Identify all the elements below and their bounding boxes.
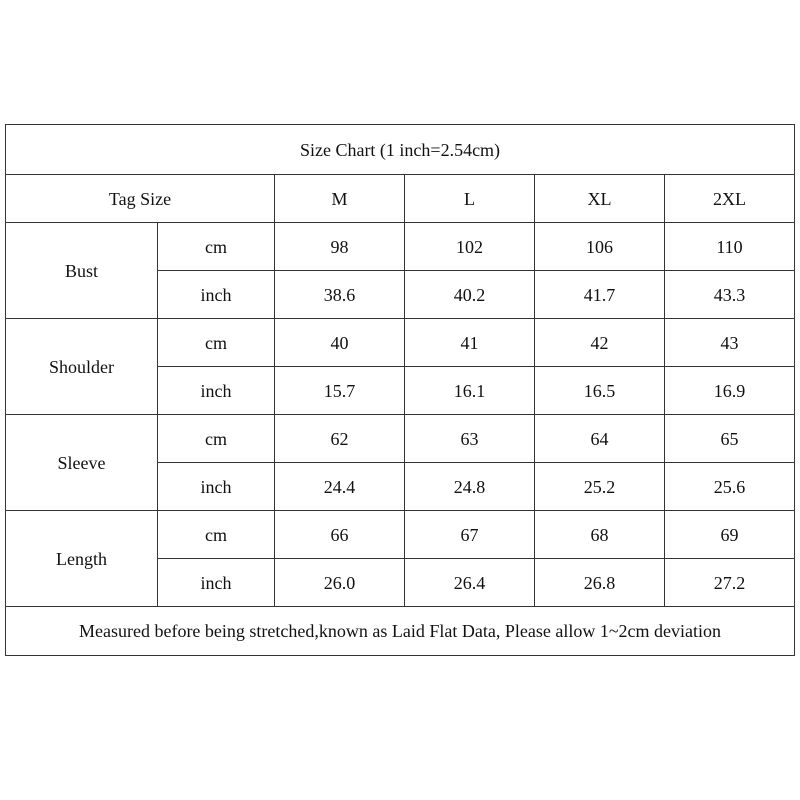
size-header-m: M xyxy=(275,175,405,223)
unit-label-cm: cm xyxy=(158,415,275,463)
tag-size-header: Tag Size xyxy=(6,175,275,223)
table-cell: 38.6 xyxy=(275,271,405,319)
measure-label-bust: Bust xyxy=(6,223,158,319)
table-cell: 26.4 xyxy=(405,559,535,607)
unit-label-inch: inch xyxy=(158,271,275,319)
table-cell: 106 xyxy=(535,223,665,271)
size-header-xl: XL xyxy=(535,175,665,223)
table-cell: 43.3 xyxy=(665,271,795,319)
size-header-l: L xyxy=(405,175,535,223)
table-cell: 41.7 xyxy=(535,271,665,319)
table-cell: 98 xyxy=(275,223,405,271)
table-row xyxy=(6,415,795,463)
unit-label-cm: cm xyxy=(158,511,275,559)
table-cell: 25.6 xyxy=(665,463,795,511)
title-row xyxy=(6,125,795,175)
table-cell: 16.9 xyxy=(665,367,795,415)
table-cell: 40 xyxy=(275,319,405,367)
table-cell: 24.8 xyxy=(405,463,535,511)
table-cell: 66 xyxy=(275,511,405,559)
unit-label-inch: inch xyxy=(158,559,275,607)
size-header-2xl: 2XL xyxy=(665,175,795,223)
table-cell: 16.1 xyxy=(405,367,535,415)
table-cell: 26.0 xyxy=(275,559,405,607)
table-cell: 67 xyxy=(405,511,535,559)
table-cell: 64 xyxy=(535,415,665,463)
table-cell: 63 xyxy=(405,415,535,463)
table-cell: 42 xyxy=(535,319,665,367)
table-row xyxy=(6,223,795,271)
table-cell: 16.5 xyxy=(535,367,665,415)
unit-label-inch: inch xyxy=(158,367,275,415)
table-cell: 24.4 xyxy=(275,463,405,511)
measure-label-length: Length xyxy=(6,511,158,607)
measurement-note: Measured before being stretched,known as Laid Flat Data, Please allow 1~2cm deviation xyxy=(6,607,795,656)
unit-label-cm: cm xyxy=(158,223,275,271)
header-row xyxy=(6,175,795,223)
table-cell: 65 xyxy=(665,415,795,463)
unit-label-cm: cm xyxy=(158,319,275,367)
table-cell: 69 xyxy=(665,511,795,559)
table-cell: 25.2 xyxy=(535,463,665,511)
table-cell: 27.2 xyxy=(665,559,795,607)
measure-label-sleeve: Sleeve xyxy=(6,415,158,511)
table-cell: 62 xyxy=(275,415,405,463)
table-cell: 15.7 xyxy=(275,367,405,415)
size-chart-table xyxy=(5,124,795,656)
table-row xyxy=(6,319,795,367)
table-cell: 26.8 xyxy=(535,559,665,607)
table-cell: 41 xyxy=(405,319,535,367)
footer-row xyxy=(6,607,795,656)
table-cell: 68 xyxy=(535,511,665,559)
chart-title: Size Chart (1 inch=2.54cm) xyxy=(6,125,795,175)
measure-label-shoulder: Shoulder xyxy=(6,319,158,415)
table-cell: 40.2 xyxy=(405,271,535,319)
unit-label-inch: inch xyxy=(158,463,275,511)
table-cell: 43 xyxy=(665,319,795,367)
table-row xyxy=(6,511,795,559)
table-cell: 110 xyxy=(665,223,795,271)
table-cell: 102 xyxy=(405,223,535,271)
